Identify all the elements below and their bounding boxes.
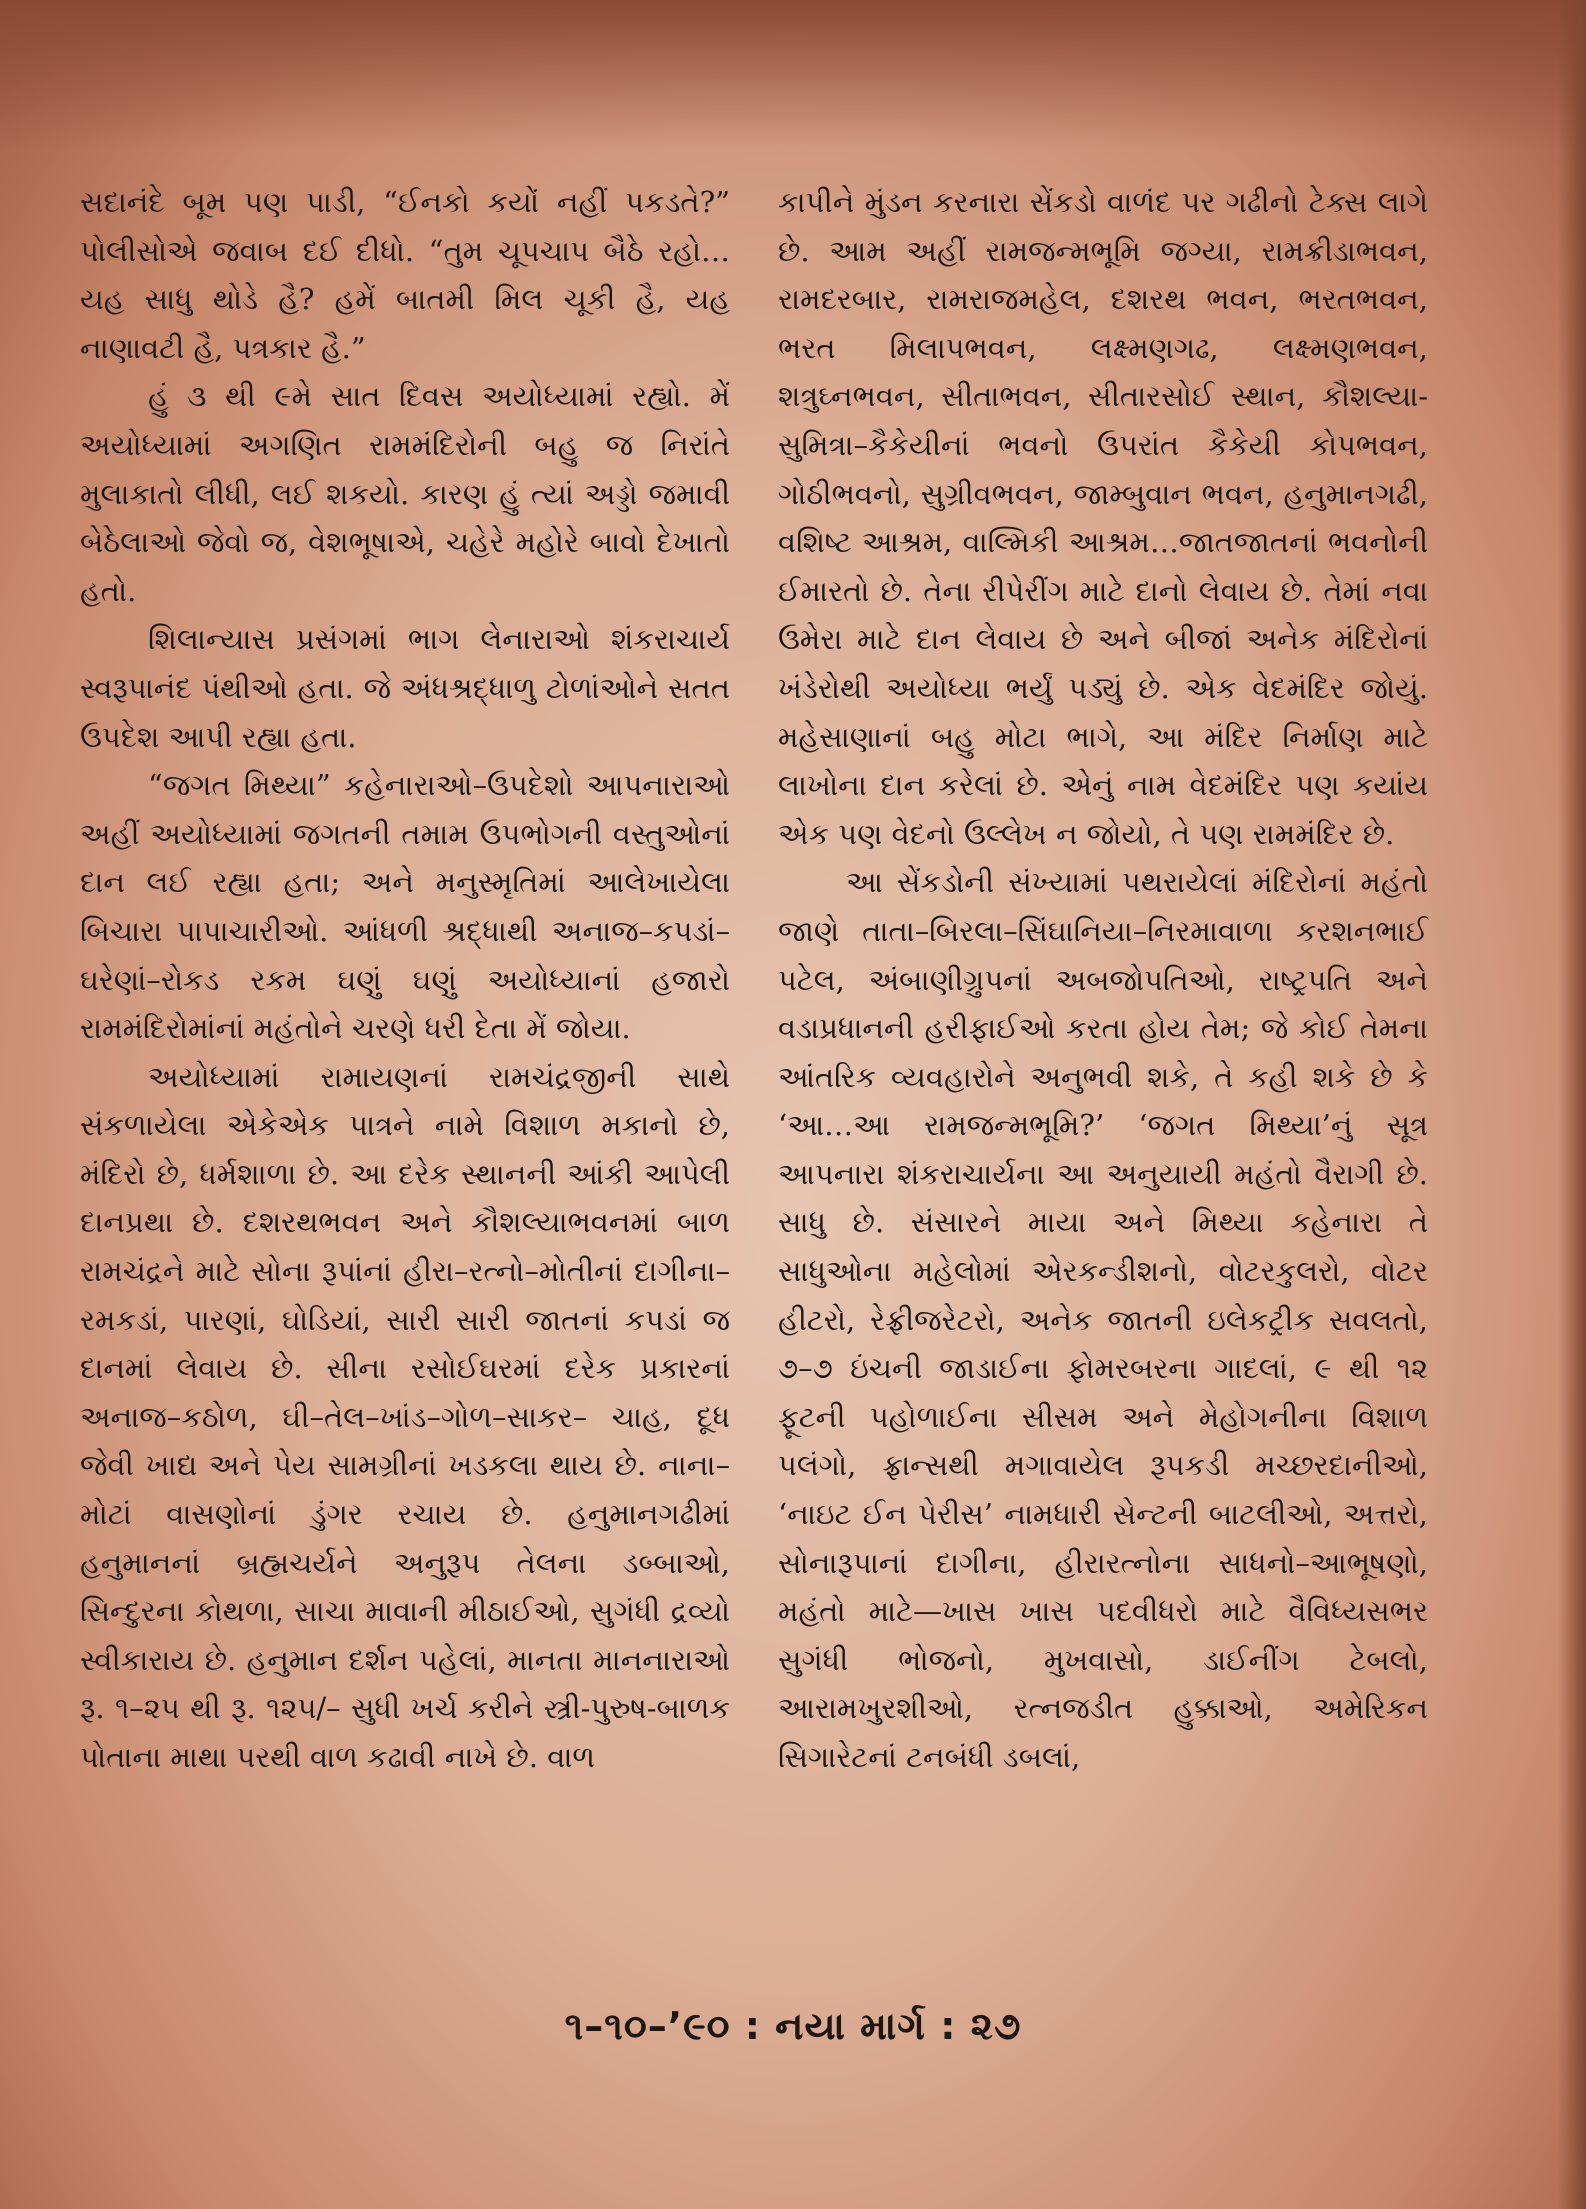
paragraph: હું ૩ થી ૯મે સાત દિવસ અયોધ્યામાં રહ્યો. મેં અયોધ્યામાં અગણિત રામમંદિરોની બહુ જ નિરાંતે મુલાકાતો લીધી, લઈ શકયો. કારણ હું ત્યાં અડ્ડો જમાવી બેઠેલાઓ જેવો જ, વેશભૂષાએ, ચહેરે મહોરે બાવો દેખાતો હતો.	[80, 379, 730, 608]
paragraph: “જગત મિથ્યા” કહેનારાઓ–ઉપદેશો આપનારાઓ અહીં અયોધ્યામાં જગતની તમામ ઉપભોગની વસ્તુઓનાં દાન લઈ રહ્યા હતા; અને મનુસ્મૃતિમાં આલેખાયેલા બિચારા પાપાચારીઓ. આંધળી શ્રદ્ધાથી અનાજ–કપડાં–ઘરેણાં–રોકડ રકમ ઘણું ઘણું અયોધ્યાનાં હજારો રામમંદિરોમાંનાં મહંતોને ચરણે ધરી દેતા મેં જોયા.	[80, 768, 730, 1046]
paragraph: અયોધ્યામાં રામાયણનાં રામચંદ્રજીની સાથે સંકળાયેલા એકેએક પાત્રને નામે વિશાળ મકાનો છે, મંદિરો છે, ધર્મશાળા છે. આ દરેક સ્થાનની આંકી આપેલી દાનપ્રથા છે. દશરથભવન અને કૌશલ્યાભવનમાં બાળ રામચંદ્રને માટે સોના રૂપાંનાં હીરા–રત્નો–મોતીનાં દાગીના–રમકડાં, પારણાં, ઘોડિયાં, સારી સારી જાતનાં કપડાં જ દાનમાં લેવાય છે. સીના રસોઈઘરમાં દરેક પ્રકારનાં અનાજ–કઠોળ, ઘી–તેલ–ખાંડ–ગોળ–સાકર– ચાહ, દૂધ જેવી ખાદ્ય અને પેય સામગ્રીનાં ખડકલા થાય છે. નાના–મોટાં વાસણોનાં ડુંગર રચાય છે. હનુમાનગઢીમાં હનુમાનનાં બ્રહ્મચર્યને અનુરૂપ તેલના ડબ્બાઓ, સિન્દુરના કોથળા, સાચા માવાની મીઠાઈઓ, સુગંધી દ્રવ્યો સ્વીકારાય છે. હનુમાન દર્શન પહેલાં, માનતા માનનારાઓ રૂ. ૧–૨૫ થી રૂ. ૧૨૫/– સુધી ખર્ચ કરીને સ્ત્રી-પુરુષ-બાળક પોતાના માથા પરથી વાળ કઢાવી નાખે છે. વાળ	[80, 1059, 730, 1774]
paragraph: કાપીને મુંડન કરનારા સેંકડો વાળંદ પર ગઢીનો ટેક્સ લાગે છે. આમ અહીં રામજન્મભૂમિ જગ્યા, રામક્રીડાભવન, રામદરબાર, રામરાજમહેલ, દશરથ ભવન, ભરતભવન, ભરત મિલાપભવન, લક્ષ્મણગઢ, લક્ષ્મણભવન, શત્રુઘ્નભવન, સીતાભવન, સીતારસોઈ સ્થાન, કૌશલ્યા-સુમિત્રા–કૈકેયીનાં ભવનો ઉપરાંત કૈકેયી કોપભવન, ગોઠીભવનો, સુગ્રીવભવન, જામ્બુવાન ભવન, હનુમાનગઢી, વશિષ્ટ આશ્રમ, વાલ્મિકી આશ્રમ…જાતજાતનાં ભવનોની ઈમારતો છે. તેના રીપેરીંગ માટે દાનો લેવાય છે. તેમાં નવા ઉમેરા માટે દાન લેવાય છે અને બીજાં અનેક મંદિરોનાં ખંડેરોથી અયોધ્યા ભર્યું પડ્યું છે. એક વેદમંદિર જોયું. મહેસાણાનાં બહુ મોટા ભાગે, આ મંદિર નિર્માણ માટે લાખોના દાન કરેલાં છે. એનું નામ વેદમંદિર પણ કયાંય એક પણ વેદનો ઉલ્લેખ ન જોયો, તે પણ રામમંદિર છે.	[778, 185, 1428, 851]
paragraph: શિલાન્યાસ પ્રસંગમાં ભાગ લેનારાઓ શંકરાચાર્ય સ્વરૂપાનંદ પંથીઓ હતા. જે અંધશ્રદ્ધાળુ ટોળાંઓને સતત ઉપદેશ આપી રહ્યા હતા.	[80, 622, 730, 754]
page-footer: ૧–૧૦–’૯૦ : નયા માર્ગ : ૨૭	[564, 2004, 1022, 2048]
paragraph: આ સેંકડોની સંખ્યામાં પથરાયેલાં મંદિરોનાં મહંતો જાણે તાતા–બિરલા–સિંઘાનિયા–નિરમાવાળા કરશનભાઈ પટેલ, અંબાણીગ્રુપનાં અબજોપતિઓ, રાષ્ટ્રપતિ અને વડાપ્રધાનની હરીફાઈઓ કરતા હોય તેમ; જે કોઈ તેમના આંતરિક વ્યવહારોને અનુભવી શકે, તે કહી શકે છે કે ‘આ…આ રામજન્મભૂમિ?’ ‘જગત મિથ્યા’નું સૂત્ર આપનારા શંકરાચાર્યના આ અનુયાયી મહંતો વૈરાગી છે. સાધુ છે. સંસારને માયા અને મિથ્યા કહેનારા તે સાધુઓના મહેલોમાં એરકન્ડીશનો, વોટરકુલરો, વોટર હીટરો, રેફ્રીજરેટરો, અનેક જાતની ઇલેકટ્રીક સવલતો, ૭–૭ ઇંચની જાડાઈના ફોમરબરના ગાદલાં, ૯ થી ૧૨ ફૂટની પહોળાઈના સીસમ અને મેહોગનીના વિશાળ પલંગો, ફ્રાન્સથી મગાવાયેલ રૂપકડી મચ્છરદાનીઓ, ‘નાઇટ ઈન પેરીસ’ નામધારી સેન્ટની બાટલીઓ, અત્તરો, સોનારૂપાનાં દાગીના, હીરારત્નોના સાધનો–આભૂષણો, મહંતો માટે—ખાસ ખાસ પદવીધરો માટે વૈવિધ્યસભર સુગંધી ભોજનો, મુખવાસો, ડાઈનીંગ ટેબલો, આરામખુરશીઓ, રત્નજડીત હુક્કાઓ, અમેરિકન સિગારેટનાં ટનબંધી ડબલાં,	[778, 865, 1428, 1774]
right-column	[778, 178, 1428, 1782]
left-column	[80, 178, 730, 1782]
paragraph: સદાનંદે બૂમ પણ પાડી, “ઈનકો કયોં નહીં પકડતે?” પોલીસોએ જવાબ દઈ દીધો. “તુમ ચૂપચાપ બૈઠે રહો…યહ સાધુ થોડે હૈ? હમેં બાતમી મિલ ચૂકી હૈ, યહ નાણાવટી હૈ, પત્રકાર હૈ.”	[80, 185, 730, 365]
